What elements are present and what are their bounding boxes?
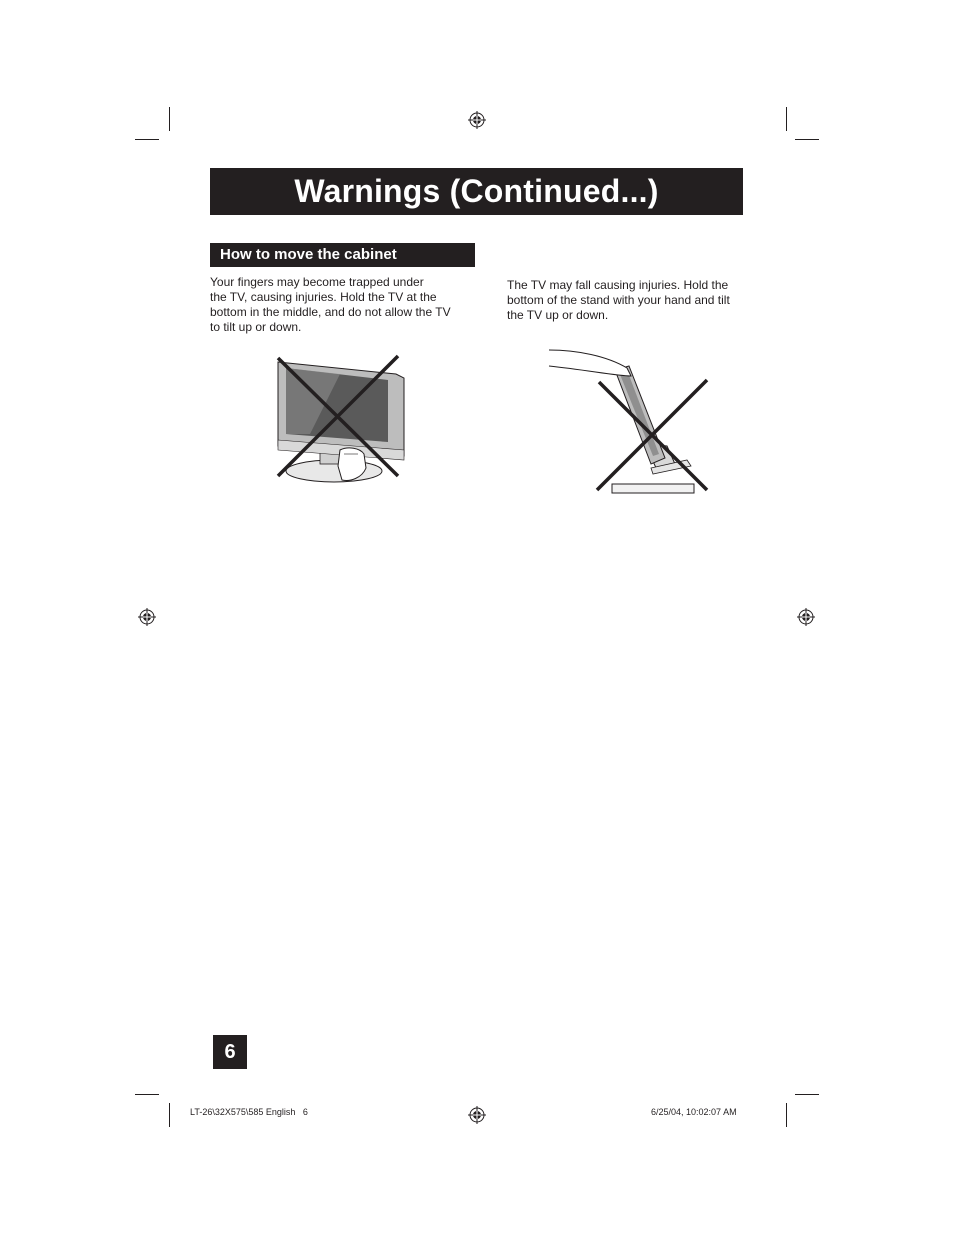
crop-mark <box>786 1103 787 1127</box>
text-line: bottom of the stand with your hand and tilt <box>507 293 730 307</box>
page-number: 6 <box>213 1035 247 1069</box>
page-title-bar <box>210 168 743 215</box>
crop-mark <box>786 107 787 131</box>
registration-mark-icon <box>797 608 815 626</box>
footer-file-info: LT-26\32X575\585 English 6 <box>190 1107 308 1117</box>
registration-mark-icon <box>468 111 486 129</box>
text-line: bottom in the middle, and do not allow the TV <box>210 305 451 319</box>
page-title: Warnings (Continued...) <box>294 173 659 209</box>
registration-mark-icon <box>138 608 156 626</box>
text-line: the TV, causing injuries. Hold the TV at the <box>210 290 437 304</box>
text-line: Your fingers may become trapped under <box>210 275 424 289</box>
text-line: the TV up or down. <box>507 308 609 322</box>
tv-side-illustration <box>547 346 717 496</box>
registration-mark-icon <box>468 1106 486 1124</box>
crop-mark <box>135 139 159 140</box>
text-line: The TV may fall causing injuries. Hold the <box>507 278 729 292</box>
text-line: to tilt up or down. <box>210 320 302 334</box>
right-warning-text <box>507 278 747 323</box>
crop-mark <box>795 139 819 140</box>
left-warning-text <box>210 275 475 335</box>
crop-mark <box>795 1094 819 1095</box>
crop-mark <box>169 107 170 131</box>
tv-front-illustration <box>270 350 410 490</box>
section-heading: How to move the cabinet <box>210 243 475 267</box>
crop-mark <box>135 1094 159 1095</box>
crop-mark <box>169 1103 170 1127</box>
footer-timestamp: 6/25/04, 10:02:07 AM <box>651 1107 737 1117</box>
